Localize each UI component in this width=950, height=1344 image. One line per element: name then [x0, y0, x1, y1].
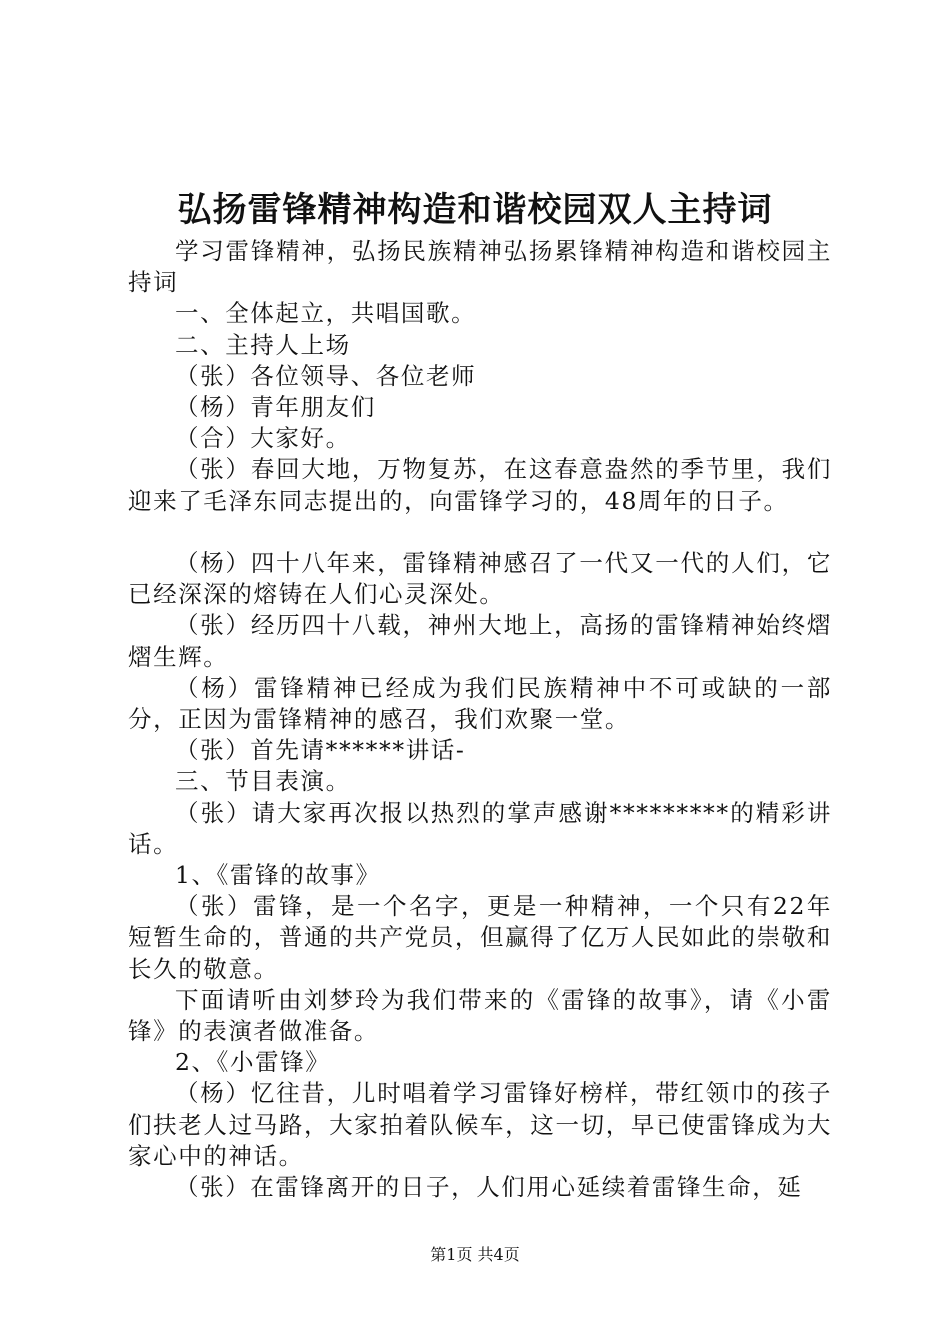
paragraph: （张）请大家再次报以热烈的掌声感谢*********的精彩讲话。 — [128, 798, 832, 858]
paragraph: 二、主持人上场 — [175, 330, 351, 359]
blank-line — [128, 517, 832, 548]
paragraph: 一、全体起立，共唱国歌。 — [175, 299, 477, 328]
paragraph: （张）经历四十八载，神州大地上，高扬的雷锋精神始终熠熠生辉。 — [128, 611, 832, 671]
paragraph: （合）大家好。 — [175, 424, 351, 453]
paragraph: 2、《小雷锋》 — [175, 1048, 331, 1077]
page-footer: 第1页 共4页 — [430, 1245, 520, 1264]
paragraph: （张）春回大地，万物复苏，在这春意盎然的季节里，我们迎来了毛泽东同志提出的，向雷锋学习的，48周年的日子。 — [128, 455, 832, 515]
paragraph: 学习雷锋精神，弘扬民族精神弘扬累锋精神构造和谐校园主持词 — [128, 237, 832, 297]
paragraph: （张）在雷锋离开的日子，人们用心延续着雷锋生命，延 — [175, 1173, 803, 1202]
paragraph: （杨）雷锋精神已经成为我们民族精神中不可或缺的一部分，正因为雷锋精神的感召，我们欢聚一堂。 — [128, 673, 832, 734]
paragraph: （张）首先请******讲话- — [175, 736, 466, 765]
paragraph: 1、《雷锋的故事》 — [175, 861, 381, 890]
document-body — [128, 236, 832, 1203]
paragraph: （张）各位领导、各位老师 — [175, 361, 477, 390]
paragraph: 三、节目表演。 — [175, 767, 351, 796]
paragraph: （杨）青年朋友们 — [175, 393, 376, 422]
paragraph: （杨）忆往昔，儿时唱着学习雷锋好榜样，带红领巾的孩子们扶老人过马路，大家拍着队候车，这一切，早已使雷锋成为大家心中的神话。 — [128, 1079, 832, 1170]
paragraph: （张）雷锋，是一个名字，更是一种精神，一个只有22年短暂生命的，普通的共产党员，但赢得了亿万人民如此的崇敬和长久的敬意。 — [128, 892, 832, 983]
document-title: 弘扬雷锋精神构造和谐校园双人主持词 — [177, 190, 773, 230]
paragraph: （杨）四十八年来，雷锋精神感召了一代又一代的人们，它已经深深的熔铸在人们心灵深处。 — [128, 549, 832, 609]
paragraph: 下面请听由刘梦玲为我们带来的《雷锋的故事》，请《小雷锋》的表演者做准备。 — [128, 985, 832, 1046]
